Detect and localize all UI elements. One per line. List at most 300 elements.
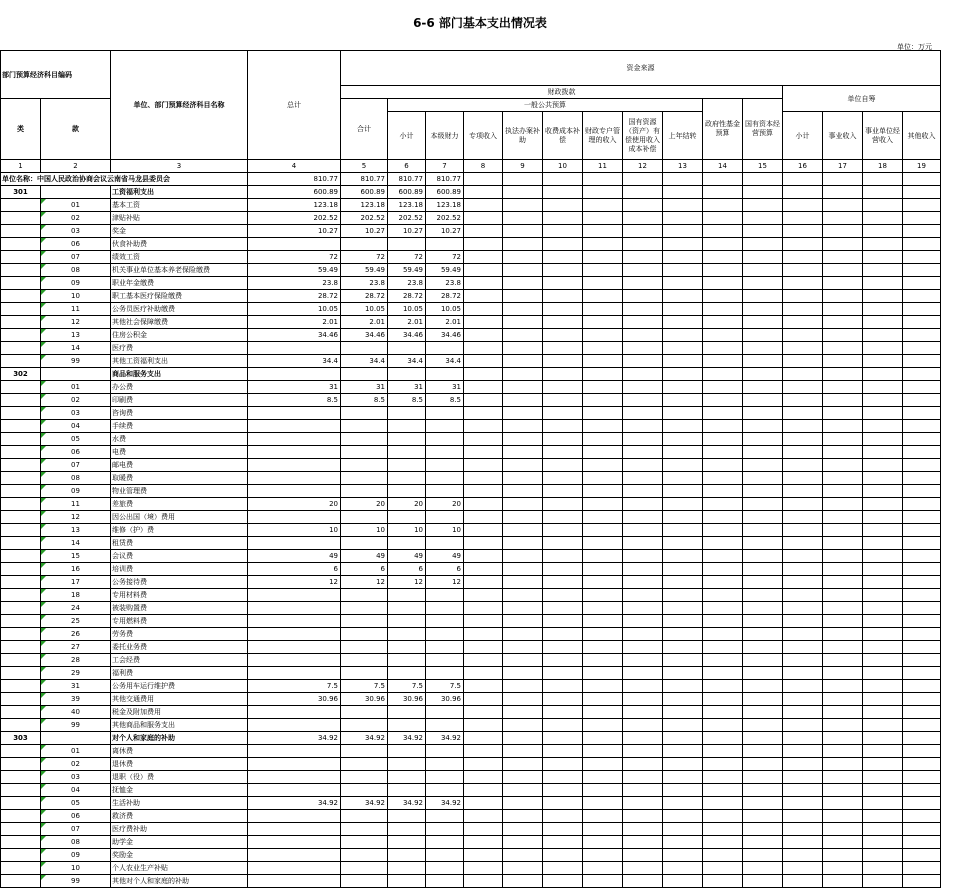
row-total xyxy=(248,823,341,836)
row-subtotal: 8.5 xyxy=(341,394,388,407)
row-level-funds xyxy=(426,667,464,680)
row-total xyxy=(248,511,341,524)
empty-cell xyxy=(583,368,623,381)
empty-cell xyxy=(464,628,503,641)
empty-cell xyxy=(623,225,663,238)
empty-cell xyxy=(863,186,903,199)
row-subtotal xyxy=(341,589,388,602)
empty-cell xyxy=(503,628,543,641)
empty-cell xyxy=(863,641,903,654)
row-subtotal xyxy=(341,446,388,459)
row-level-funds xyxy=(426,758,464,771)
empty-cell xyxy=(823,537,863,550)
kuan-code: 02 xyxy=(41,394,111,407)
item-name: 维修（护）费 xyxy=(111,524,248,537)
empty-cell xyxy=(823,212,863,225)
empty-cell xyxy=(663,225,703,238)
empty-cell xyxy=(783,524,823,537)
row-level-funds: 8.5 xyxy=(426,394,464,407)
empty-cell xyxy=(663,602,703,615)
table-row xyxy=(1,758,941,771)
empty-cell xyxy=(903,797,941,810)
empty-cell xyxy=(663,420,703,433)
empty-cell xyxy=(703,823,743,836)
empty-cell xyxy=(503,810,543,823)
row-total xyxy=(248,862,341,875)
empty-cell xyxy=(783,446,823,459)
lei-code xyxy=(1,485,41,498)
kuan-code: 07 xyxy=(41,251,111,264)
empty-cell xyxy=(703,459,743,472)
row-level-funds xyxy=(426,862,464,875)
empty-cell xyxy=(863,342,903,355)
empty-cell xyxy=(823,446,863,459)
item-name: 公务接待费 xyxy=(111,576,248,589)
empty-cell xyxy=(583,628,623,641)
row-level-funds xyxy=(426,654,464,667)
empty-cell xyxy=(583,693,623,706)
row-level-funds xyxy=(426,823,464,836)
kuan-code: 99 xyxy=(41,355,111,368)
empty-cell xyxy=(823,511,863,524)
empty-cell xyxy=(503,706,543,719)
empty-cell xyxy=(543,810,583,823)
kuan-code: 24 xyxy=(41,602,111,615)
empty-cell xyxy=(823,303,863,316)
table-row xyxy=(1,498,941,511)
empty-cell xyxy=(464,602,503,615)
empty-cell xyxy=(543,238,583,251)
kuan-code: 08 xyxy=(41,472,111,485)
row-small-total xyxy=(388,368,426,381)
empty-cell xyxy=(663,524,703,537)
lei-code xyxy=(1,199,41,212)
empty-cell xyxy=(863,225,903,238)
empty-cell xyxy=(863,524,903,537)
row-level-funds: 31 xyxy=(426,381,464,394)
empty-cell xyxy=(703,615,743,628)
empty-cell xyxy=(543,654,583,667)
table-row xyxy=(1,797,941,810)
empty-cell xyxy=(464,810,503,823)
lei-code xyxy=(1,641,41,654)
kuan-code: 04 xyxy=(41,784,111,797)
kuan-code: 01 xyxy=(41,745,111,758)
empty-cell xyxy=(823,719,863,732)
row-total xyxy=(248,537,341,550)
table-row xyxy=(1,719,941,732)
empty-cell xyxy=(903,550,941,563)
row-total: 34.46 xyxy=(248,329,341,342)
empty-cell xyxy=(623,381,663,394)
empty-cell xyxy=(543,199,583,212)
empty-cell xyxy=(783,771,823,784)
empty-cell xyxy=(823,238,863,251)
empty-cell xyxy=(464,277,503,290)
empty-cell xyxy=(863,771,903,784)
kuan-code: 03 xyxy=(41,225,111,238)
empty-cell xyxy=(464,550,503,563)
row-small-total: 202.52 xyxy=(388,212,426,225)
row-small-total: 10 xyxy=(388,524,426,537)
empty-cell xyxy=(663,316,703,329)
table-row xyxy=(1,602,941,615)
kuan-code: 17 xyxy=(41,576,111,589)
empty-cell xyxy=(863,563,903,576)
empty-cell xyxy=(823,368,863,381)
item-name: 津贴补贴 xyxy=(111,212,248,225)
empty-cell xyxy=(823,225,863,238)
row-total xyxy=(248,342,341,355)
header-business-income: 事业收入 xyxy=(823,112,863,160)
row-subtotal: 34.4 xyxy=(341,355,388,368)
empty-cell xyxy=(663,212,703,225)
empty-cell xyxy=(623,199,663,212)
row-level-funds xyxy=(426,628,464,641)
empty-cell xyxy=(703,277,743,290)
table-row xyxy=(1,628,941,641)
lei-code xyxy=(1,303,41,316)
table-row xyxy=(1,251,941,264)
empty-cell xyxy=(783,355,823,368)
empty-cell xyxy=(464,212,503,225)
empty-cell xyxy=(543,485,583,498)
empty-cell xyxy=(583,420,623,433)
item-name: 助学金 xyxy=(111,836,248,849)
row-small-total xyxy=(388,602,426,615)
lei-code xyxy=(1,355,41,368)
row-subtotal xyxy=(341,719,388,732)
empty-cell xyxy=(663,342,703,355)
empty-cell xyxy=(743,238,783,251)
empty-cell xyxy=(743,186,783,199)
empty-cell xyxy=(623,446,663,459)
table-row xyxy=(1,693,941,706)
kuan-code: 01 xyxy=(41,199,111,212)
empty-cell xyxy=(623,680,663,693)
row-subtotal: 10.05 xyxy=(341,303,388,316)
column-number: 15 xyxy=(743,160,783,173)
kuan-code: 06 xyxy=(41,446,111,459)
empty-cell xyxy=(743,303,783,316)
empty-cell xyxy=(703,407,743,420)
lei-code xyxy=(1,264,41,277)
empty-cell xyxy=(903,875,941,888)
empty-cell xyxy=(783,186,823,199)
table-row xyxy=(1,784,941,797)
empty-cell xyxy=(783,316,823,329)
empty-cell xyxy=(663,771,703,784)
row-small-total xyxy=(388,589,426,602)
empty-cell xyxy=(703,524,743,537)
empty-cell xyxy=(783,264,823,277)
empty-cell xyxy=(783,576,823,589)
empty-cell xyxy=(703,238,743,251)
empty-cell xyxy=(623,758,663,771)
empty-cell xyxy=(623,277,663,290)
empty-cell xyxy=(903,394,941,407)
row-level-funds xyxy=(426,537,464,550)
lei-code xyxy=(1,654,41,667)
row-level-funds xyxy=(426,238,464,251)
empty-cell xyxy=(464,238,503,251)
empty-cell xyxy=(464,407,503,420)
row-level-funds xyxy=(426,784,464,797)
empty-cell xyxy=(543,303,583,316)
empty-cell xyxy=(663,485,703,498)
empty-cell xyxy=(783,303,823,316)
column-number: 3 xyxy=(111,160,248,173)
empty-cell xyxy=(783,862,823,875)
item-name: 伙食补助费 xyxy=(111,238,248,251)
empty-cell xyxy=(903,823,941,836)
empty-cell xyxy=(743,875,783,888)
empty-cell xyxy=(903,381,941,394)
empty-cell xyxy=(903,472,941,485)
empty-cell xyxy=(583,758,623,771)
empty-cell xyxy=(663,238,703,251)
row-level-funds: 28.72 xyxy=(426,290,464,303)
row-small-total xyxy=(388,849,426,862)
empty-cell xyxy=(823,602,863,615)
row-subtotal xyxy=(341,654,388,667)
row-small-total: 49 xyxy=(388,550,426,563)
empty-cell xyxy=(743,719,783,732)
item-name: 职工基本医疗保险缴费 xyxy=(111,290,248,303)
empty-cell xyxy=(583,290,623,303)
empty-cell xyxy=(543,459,583,472)
empty-cell xyxy=(663,576,703,589)
row-total xyxy=(248,602,341,615)
empty-cell xyxy=(823,550,863,563)
empty-cell xyxy=(863,407,903,420)
empty-cell xyxy=(663,537,703,550)
row-subtotal: 34.46 xyxy=(341,329,388,342)
header-fiscal-special: 财政专户管理的收入 xyxy=(583,112,623,160)
empty-cell xyxy=(743,446,783,459)
empty-cell xyxy=(543,576,583,589)
item-name: 邮电费 xyxy=(111,459,248,472)
empty-cell xyxy=(783,329,823,342)
empty-cell xyxy=(623,342,663,355)
kuan-code: 12 xyxy=(41,511,111,524)
kuan-code: 09 xyxy=(41,849,111,862)
kuan-code: 10 xyxy=(41,862,111,875)
empty-cell xyxy=(863,576,903,589)
empty-cell xyxy=(703,849,743,862)
row-total: 23.8 xyxy=(248,277,341,290)
empty-cell xyxy=(903,524,941,537)
item-name: 物业管理费 xyxy=(111,485,248,498)
empty-cell xyxy=(623,641,663,654)
empty-cell xyxy=(623,875,663,888)
table-row xyxy=(1,875,941,888)
lei-code xyxy=(1,836,41,849)
column-number: 14 xyxy=(703,160,743,173)
empty-cell xyxy=(823,628,863,641)
empty-cell xyxy=(464,485,503,498)
empty-cell xyxy=(623,849,663,862)
empty-cell xyxy=(503,524,543,537)
lei-code xyxy=(1,394,41,407)
row-small-total xyxy=(388,628,426,641)
item-name: 机关事业单位基本养老保险缴费 xyxy=(111,264,248,277)
table-row xyxy=(1,446,941,459)
empty-cell xyxy=(863,745,903,758)
lei-code xyxy=(1,680,41,693)
empty-cell xyxy=(623,563,663,576)
empty-cell xyxy=(903,849,941,862)
lei-code xyxy=(1,849,41,862)
empty-cell xyxy=(583,745,623,758)
empty-cell xyxy=(903,693,941,706)
header-name: 单位、部门预算经济科目名称 xyxy=(111,51,248,160)
lei-code xyxy=(1,238,41,251)
kuan-code: 14 xyxy=(41,342,111,355)
kuan-code: 15 xyxy=(41,550,111,563)
row-level-funds xyxy=(426,459,464,472)
empty-cell xyxy=(703,199,743,212)
empty-cell xyxy=(663,758,703,771)
empty-cell xyxy=(663,563,703,576)
item-name: 离休费 xyxy=(111,745,248,758)
row-subtotal: 49 xyxy=(341,550,388,563)
empty-cell xyxy=(583,303,623,316)
row-small-total xyxy=(388,472,426,485)
empty-cell xyxy=(703,745,743,758)
empty-cell xyxy=(503,407,543,420)
empty-cell xyxy=(503,498,543,511)
item-name: 工会经费 xyxy=(111,654,248,667)
lei-code xyxy=(1,758,41,771)
lei-code xyxy=(1,290,41,303)
table-row xyxy=(1,771,941,784)
empty-cell xyxy=(903,563,941,576)
row-level-funds xyxy=(426,472,464,485)
row-small-total xyxy=(388,719,426,732)
empty-cell xyxy=(623,654,663,667)
empty-cell xyxy=(863,823,903,836)
row-small-total: 34.46 xyxy=(388,329,426,342)
empty-cell xyxy=(823,264,863,277)
empty-cell xyxy=(464,368,503,381)
empty-cell xyxy=(583,706,623,719)
empty-cell xyxy=(783,550,823,563)
row-subtotal: 10.27 xyxy=(341,225,388,238)
empty-cell xyxy=(583,407,623,420)
kuan-code: 16 xyxy=(41,563,111,576)
lei-code xyxy=(1,875,41,888)
empty-cell xyxy=(623,797,663,810)
empty-cell xyxy=(464,693,503,706)
empty-cell xyxy=(663,641,703,654)
row-subtotal xyxy=(341,875,388,888)
empty-cell xyxy=(703,758,743,771)
row-total: 10.27 xyxy=(248,225,341,238)
item-name: 其他工资福利支出 xyxy=(111,355,248,368)
row-level-funds: 12 xyxy=(426,576,464,589)
row-small-total: 12 xyxy=(388,576,426,589)
column-number: 19 xyxy=(903,160,941,173)
table-row xyxy=(1,303,941,316)
empty-cell xyxy=(863,459,903,472)
empty-cell xyxy=(663,329,703,342)
empty-cell xyxy=(903,446,941,459)
row-total: 34.4 xyxy=(248,355,341,368)
empty-cell xyxy=(903,836,941,849)
empty-cell xyxy=(823,394,863,407)
empty-cell xyxy=(543,212,583,225)
empty-cell xyxy=(703,875,743,888)
empty-cell xyxy=(543,823,583,836)
item-name: 劳务费 xyxy=(111,628,248,641)
lei-code: 303 xyxy=(1,732,41,745)
lei-code xyxy=(1,459,41,472)
empty-cell xyxy=(863,706,903,719)
empty-cell xyxy=(703,251,743,264)
empty-cell xyxy=(783,797,823,810)
empty-cell xyxy=(863,537,903,550)
empty-cell xyxy=(823,862,863,875)
empty-cell xyxy=(903,420,941,433)
empty-cell xyxy=(663,186,703,199)
item-name: 手续费 xyxy=(111,420,248,433)
row-total: 49 xyxy=(248,550,341,563)
row-subtotal xyxy=(341,485,388,498)
empty-cell xyxy=(783,784,823,797)
empty-cell xyxy=(623,537,663,550)
row-subtotal xyxy=(341,615,388,628)
row-subtotal xyxy=(341,810,388,823)
empty-cell xyxy=(503,563,543,576)
empty-cell xyxy=(783,238,823,251)
empty-cell xyxy=(903,251,941,264)
empty-cell xyxy=(623,394,663,407)
row-small-total: 59.49 xyxy=(388,264,426,277)
empty-cell xyxy=(663,862,703,875)
row-subtotal: 34.92 xyxy=(341,797,388,810)
unit-name: 单位名称：中国人民政治协商会议云南省马龙县委员会 xyxy=(1,173,248,186)
empty-cell xyxy=(623,329,663,342)
empty-cell xyxy=(503,693,543,706)
empty-cell xyxy=(543,862,583,875)
row-small-total xyxy=(388,771,426,784)
row-subtotal xyxy=(341,342,388,355)
empty-cell xyxy=(464,576,503,589)
empty-cell xyxy=(663,810,703,823)
empty-cell xyxy=(823,680,863,693)
empty-cell xyxy=(903,316,941,329)
empty-cell xyxy=(583,589,623,602)
lei-code xyxy=(1,771,41,784)
empty-cell xyxy=(503,680,543,693)
empty-cell xyxy=(503,537,543,550)
empty-cell xyxy=(903,407,941,420)
item-name: 电费 xyxy=(111,446,248,459)
lei-code xyxy=(1,719,41,732)
empty-cell xyxy=(464,264,503,277)
row-level-funds xyxy=(426,407,464,420)
empty-cell xyxy=(903,212,941,225)
table-row xyxy=(1,238,941,251)
column-number: 6 xyxy=(388,160,426,173)
row-level-funds: 20 xyxy=(426,498,464,511)
empty-cell xyxy=(903,238,941,251)
empty-cell xyxy=(903,329,941,342)
row-subtotal xyxy=(341,862,388,875)
expenditure-table xyxy=(0,50,941,888)
row-small-total xyxy=(388,784,426,797)
